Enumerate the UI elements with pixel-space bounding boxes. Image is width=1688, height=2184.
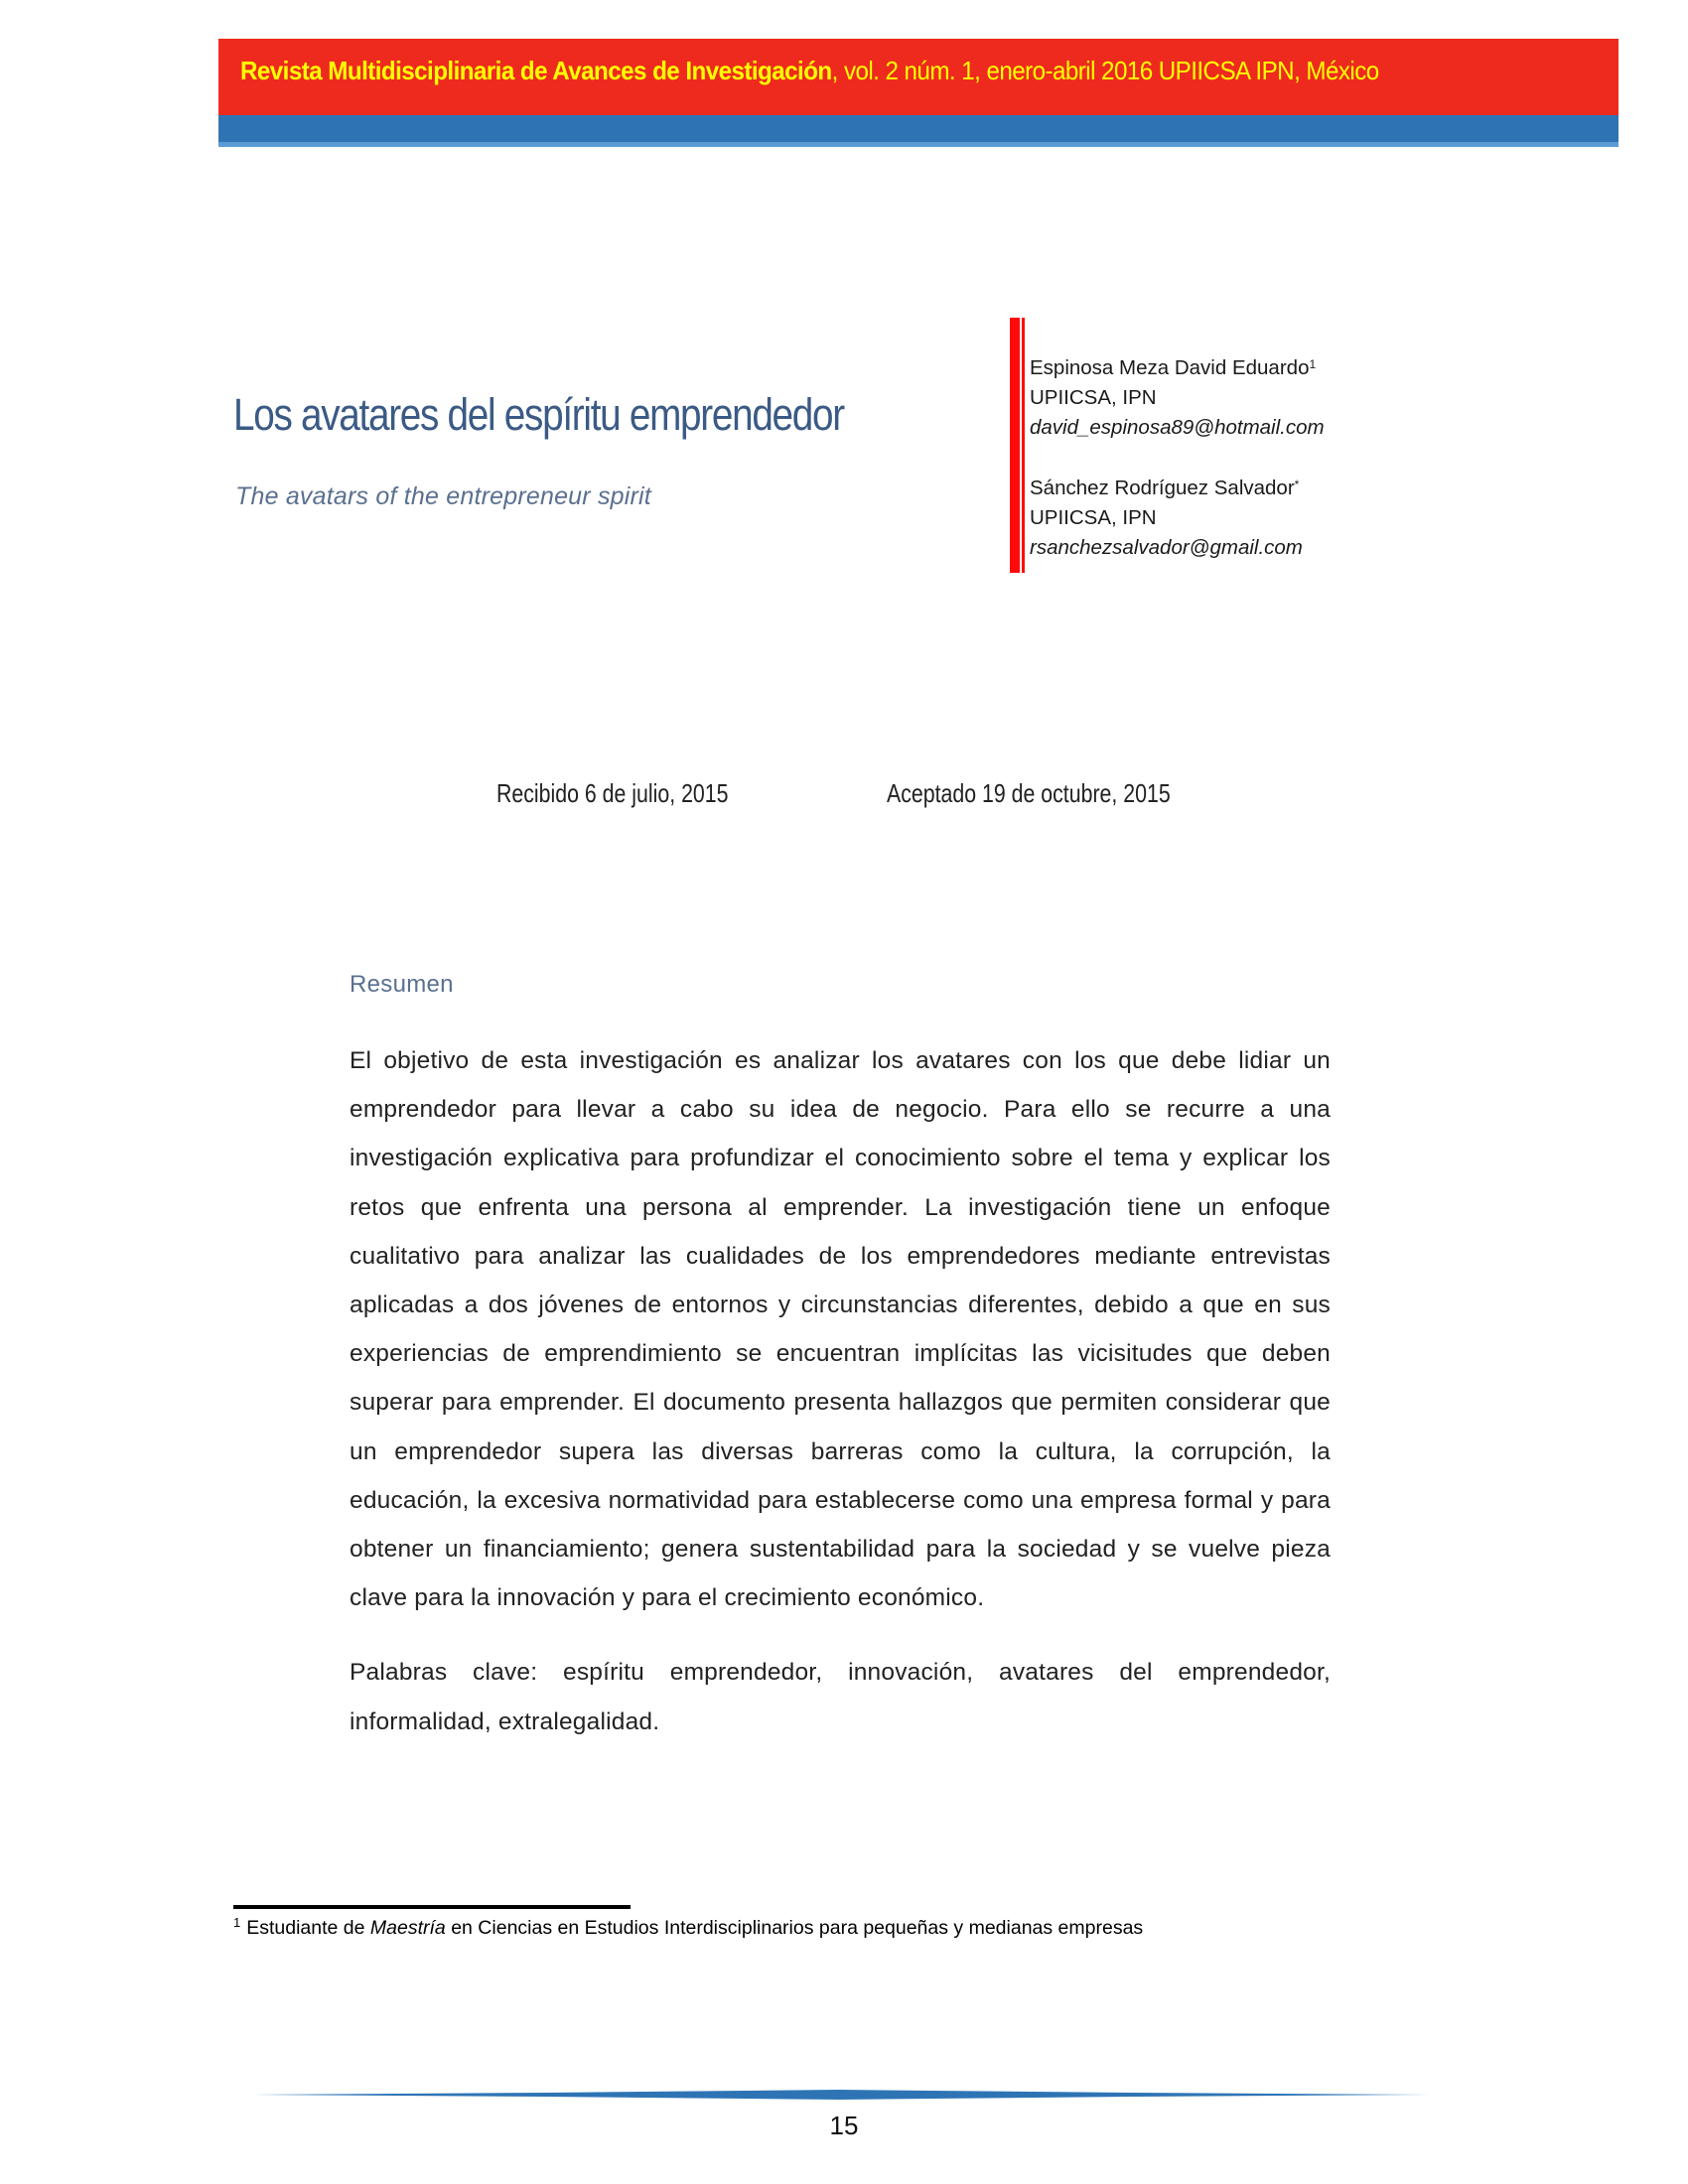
author-list	[1030, 353, 1325, 594]
date-accepted: Aceptado 19 de octubre, 2015	[887, 778, 1171, 808]
author-accent-bar-thin	[1022, 318, 1025, 573]
footnote	[233, 1917, 1143, 1940]
footnote-text: Estudiante de	[246, 1917, 370, 1939]
header-citation	[240, 56, 1379, 86]
author-email[interactable]: rsanchezsalvador@gmail.com	[1030, 536, 1303, 559]
author-entry	[1030, 474, 1325, 563]
journal-name: Revista Multidisciplinaria de Avances de Investigación	[240, 56, 832, 85]
abstract-heading: Resumen	[350, 971, 454, 998]
author-affiliation: UPIICSA, IPN	[1030, 386, 1157, 409]
date-received: Recibido 6 de julio, 2015	[496, 778, 729, 808]
footnote-text-italic: Maestría	[369, 1917, 446, 1939]
header-stripe-light	[218, 142, 1618, 147]
author-entry	[1030, 353, 1325, 443]
header-band	[218, 39, 1618, 115]
header-stripe	[218, 115, 1618, 142]
issue-info: , vol. 2 núm. 1, enero-abril 2016 UPIICSA IPN, México	[831, 56, 1379, 85]
abstract-section	[350, 971, 1331, 1746]
footnote-text-rest: en Ciencias en Estudios Interdisciplinarios para pequeñas y medianas empresas	[445, 1917, 1144, 1939]
abstract-body: El objetivo de esta investigación es analizar los avatares con los que debe lidiar un emprendedor para llevar a cabo su idea de negocio. Para ello se recurre a una investigación explicativa para profundizar el conocimiento sobre el tema y explicar los retos que enfrenta una persona al emprender. La investigación tiene un enfoque cualitativo para analizar las cualidades de los emprendedores mediante entrevistas aplicadas a dos jóvenes de entornos y circunstancias diferentes, debido a que en sus experiencias de emprendimiento se encuentran implícitas las vicisitudes que deben superar para emprender. El documento presenta hallazgos que permiten considerar que un emprendedor supera las diversas barreras como la cultura, la corrupción, la educación, la excesiva normatividad para establecerse como una empresa formal y para obtener un financiamiento; genera sustentabilidad para la sociedad y se vuelve pieza clave para la innovación y para el crecimiento económico.	[350, 1047, 1331, 1612]
author-name: Sánchez Rodríguez Salvador	[1030, 477, 1295, 499]
article-title: Los avatares del espíritu emprendedor	[233, 389, 844, 440]
footnote-mark: *	[1294, 478, 1300, 491]
keywords: Palabras clave: espíritu emprendedor, innovación, avatares del emprendedor, informalidad, extralegalidad.	[350, 1659, 1331, 1735]
journal-header	[218, 39, 1618, 147]
article-subtitle: The avatars of the entrepreneur spirit	[235, 482, 651, 510]
author-affiliation: UPIICSA, IPN	[1030, 506, 1157, 529]
author-email[interactable]: david_espinosa89@hotmail.com	[1030, 416, 1325, 439]
footnote-number: 1	[233, 1915, 241, 1930]
page-number: 15	[829, 2111, 859, 2140]
footer-decorative-line	[248, 2085, 1430, 2105]
author-accent-bar	[1010, 318, 1020, 573]
footnote-separator	[233, 1905, 631, 1909]
footnote-mark[interactable]: 1	[1309, 357, 1317, 371]
author-name: Espinosa Meza David Eduardo	[1030, 356, 1310, 379]
